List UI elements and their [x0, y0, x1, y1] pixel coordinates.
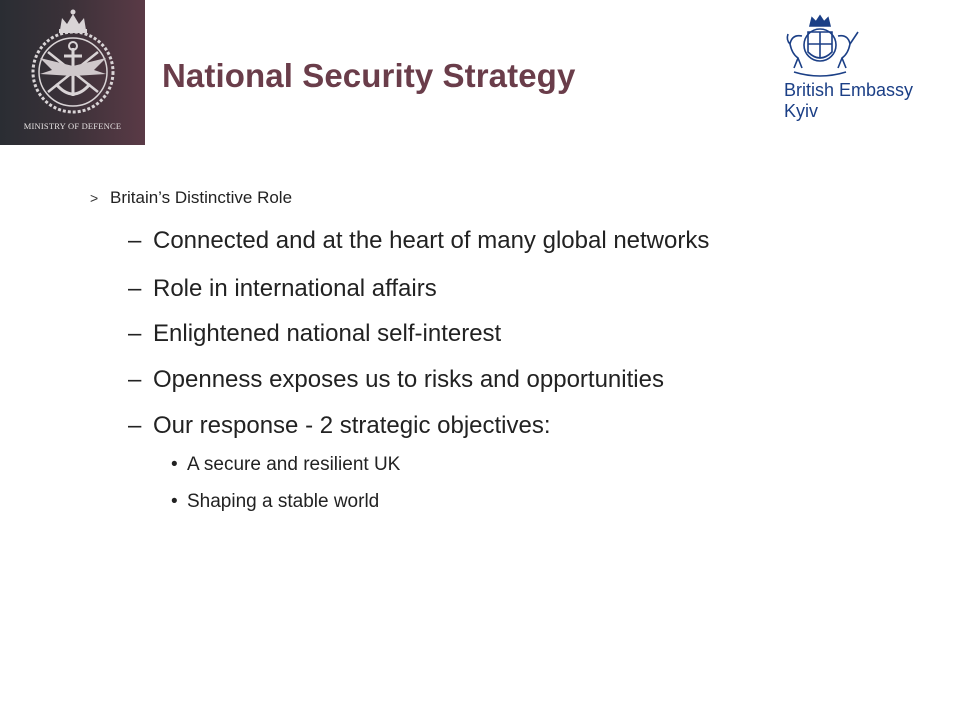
dash-marker: –	[128, 412, 142, 439]
section-heading	[90, 188, 292, 208]
sub-list-item	[171, 454, 400, 476]
dash-marker: –	[128, 320, 142, 347]
royal-coat-of-arms-icon	[780, 14, 860, 80]
list-item-text: Connected and at the heart of many global networks	[153, 227, 710, 254]
list-item	[128, 412, 551, 440]
list-item-text: Enlightened national self-interest	[153, 320, 502, 347]
mod-logo-text: MINISTRY OF DEFENCE	[23, 121, 122, 131]
slide-title: National Security Strategy	[162, 57, 576, 94]
dash-marker: –	[128, 275, 142, 302]
list-item-text: Our response - 2 strategic objectives:	[153, 412, 551, 439]
bullet-marker: •	[171, 491, 178, 512]
embassy-label	[784, 80, 913, 122]
ministry-of-defence-logo	[0, 0, 145, 145]
sub-list-item	[171, 491, 379, 513]
list-item	[128, 227, 709, 255]
list-item-text: Role in international affairs	[153, 275, 437, 302]
list-item	[128, 366, 664, 394]
dash-marker: –	[128, 227, 142, 254]
list-item	[128, 275, 437, 303]
embassy-label-line2: Kyiv	[784, 101, 819, 121]
sub-list-item-text: A secure and resilient UK	[187, 454, 401, 475]
list-item	[128, 320, 501, 348]
list-item-text: Openness exposes us to risks and opportunities	[153, 366, 664, 393]
embassy-label-line1: British Embassy	[784, 80, 914, 100]
heading-text: Britain’s Distinctive Role	[110, 188, 293, 207]
bullet-marker: •	[171, 454, 178, 475]
sub-list-item-text: Shaping a stable world	[187, 491, 380, 512]
dash-marker: –	[128, 366, 142, 393]
heading-marker: >	[90, 190, 99, 206]
